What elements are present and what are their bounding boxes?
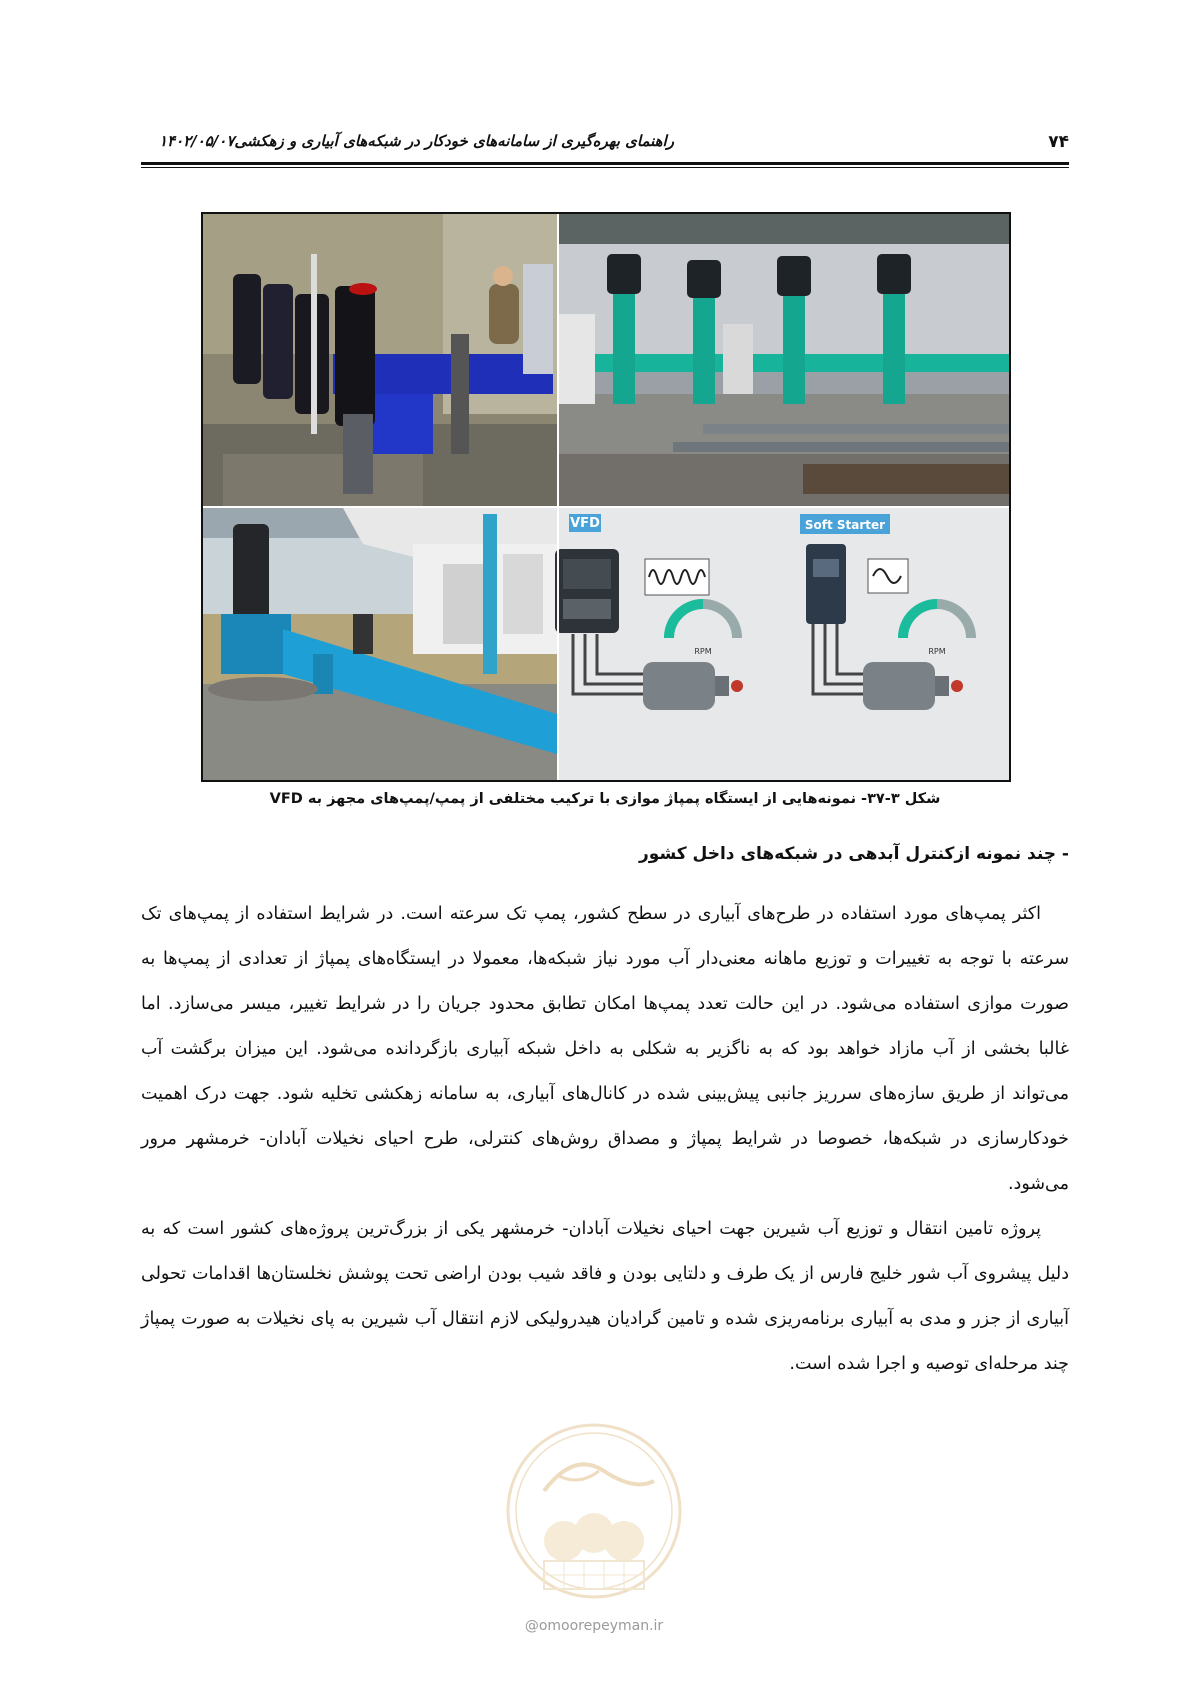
- rpm-label-soft: RPM: [928, 647, 946, 656]
- watermark-logo: [504, 1421, 684, 1621]
- soft-starter-device: [806, 544, 846, 624]
- photo-outdoor-green-pumps: [559, 214, 1009, 506]
- photo-outdoor-blue-pipe: [203, 508, 557, 780]
- watermark-url: @omoorepeyman.ir: [524, 1618, 664, 1634]
- figure-caption: شکل ۳-۳۷- نمونه‌هایی از ایستگاه پمپاژ موازی با ترکیب مختلفی از پمپ/پمپ‌های مجهز به VFD: [269, 791, 941, 807]
- running-title: [141, 132, 674, 150]
- running-title-date: ۱۴۰۲/۰۵/۰۷: [159, 132, 235, 150]
- soft-starter-label: Soft Starter: [804, 518, 886, 532]
- diagram-vfd-soft-starter: [555, 508, 1009, 780]
- motor-vfd: [643, 662, 715, 710]
- header-rule-thick: [141, 162, 1069, 165]
- page-number: ۷۴: [1048, 132, 1069, 152]
- vfd-label: VFD: [570, 516, 600, 531]
- photo-indoor-pump-station: [203, 214, 557, 506]
- section-heading: - چند نمونه ازکنترل آبدهی در شبکه‌های داخل کشور: [639, 844, 1069, 864]
- body-text: [141, 892, 1069, 1387]
- paragraph: پروژه تامین انتقال و توزیع آب شیرین جهت احیای نخیلات آبادان- خرمشهر یکی از بزرگ‌ترین پروژه‌های کشور است که به دلیل پیشروی آب شور خلیج فارس از یک طرف و دلتایی بودن و فاقد شیب بودن اراضی تحت پوشش نخلستان‌ها اقدامات تحولی آبیاری از جزر و مدی به آبیاری برنامه‌ریزی شده و تامین گرادیان هیدرولیکی لازم انتقال آب شیرین به پای نخیلات به صورت پمپاژ چند مرحله‌ای توصیه و اجرا شده است.: [141, 1219, 1069, 1374]
- paragraph: اکثر پمپ‌های مورد استفاده در طرح‌های آبیاری در سطح کشور، پمپ تک سرعته است. در شرایط استفاده از پمپ‌های تک سرعته با توجه به تغییرات و توزیع ماهانه معنی‌دار آب مورد نیاز شبکه‌ها، معمولا در ایستگاه‌های پمپاژ از تعدادی از پمپ‌ها به صورت موازی استفاده می‌شود. در این حالت تعدد پمپ‌ها امکان تطابق محدود جریان را در شرایط تغییر، میسر می‌سازد. اما غالبا بخشی از آب مازاد خواهد بود که به ناگزیر به شکلی به داخل شبکه آبیاری بازگردانده می‌شود. این میزان برگشت آب می‌تواند از طریق سازه‌های سرریز جانبی پیش‌بینی شده در کانال‌های آبیاری، به سامانه زهکشی تخلیه شود. جهت درک اهمیت خودکارسازی در شبکه‌ها، خصوصا در شرایط پمپاژ و مصداق روش‌های کنترلی، طرح احیای نخیلات آبادان- خرمشهر مرور می‌شود.: [141, 904, 1069, 1194]
- header-rule-thin: [141, 167, 1069, 168]
- rpm-label-vfd: RPM: [694, 647, 712, 656]
- running-header: [141, 128, 1069, 158]
- motor-soft: [863, 662, 935, 710]
- running-title-text: راهنمای بهره‌گیری از سامانه‌های خودکار در شبکه‌های آبیاری و زهکشی: [234, 132, 674, 150]
- figure-pump-stations: [201, 212, 1011, 782]
